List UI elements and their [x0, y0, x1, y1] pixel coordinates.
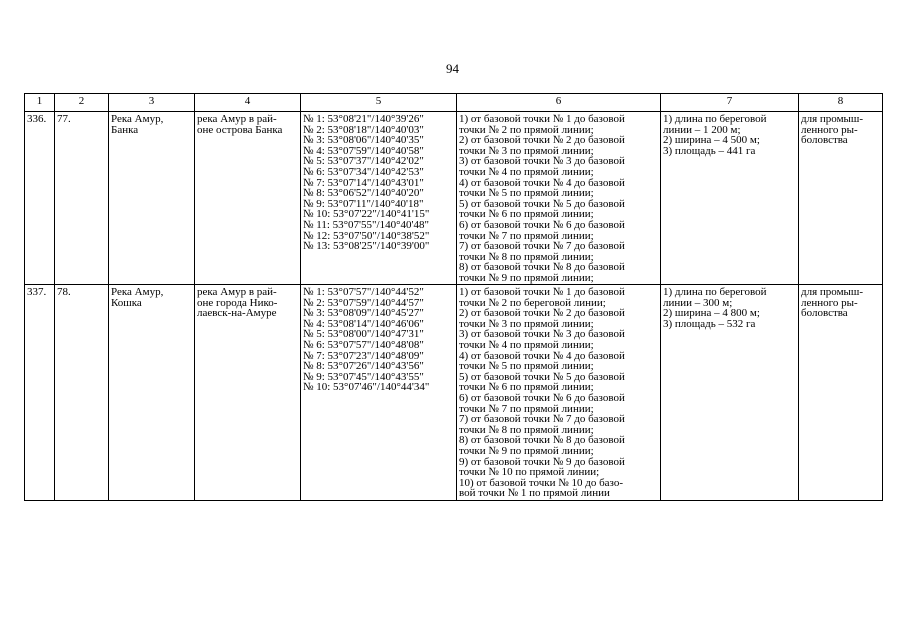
boundary-line: 8) от базовой точки № 8 до базовой	[459, 261, 625, 274]
boundary-line: 7) от базовой точки № 7 до базовой	[459, 413, 625, 426]
boundary-line: точки № 2 по прямой линии;	[459, 123, 594, 136]
location-line: река Амур в рай-	[197, 286, 277, 298]
boundary-line: 9) от базовой точки № 9 до базовой	[459, 455, 625, 468]
location-line: река Амур в рай-	[197, 113, 277, 125]
purpose-cell	[799, 112, 883, 285]
coordinate-line: № 3: 53°08'09"/140°45'27"	[303, 307, 424, 320]
column-header: 6	[457, 94, 661, 112]
boundary-line: 5) от базовой точки № 5 до базовой	[459, 197, 625, 210]
column-header: 1	[25, 94, 55, 112]
parameter-line: линии – 1 200 м;	[663, 123, 741, 136]
area-name-line: Кошка	[111, 296, 142, 309]
coordinate-line: № 2: 53°08'18"/140°40'03"	[303, 123, 424, 136]
coordinate-line: № 10: 53°07'46"/140°44'34"	[303, 381, 430, 394]
parameter-line: 2) ширина – 4 500 м;	[663, 134, 760, 147]
coordinate-line: № 4: 53°07'59"/140°40'58"	[303, 144, 424, 157]
coordinate-line: № 7: 53°07'23"/140°48'09"	[303, 349, 424, 362]
column-header: 8	[799, 94, 883, 112]
area-name-line: Река Амур,	[111, 113, 164, 125]
table-header-row	[25, 94, 883, 112]
boundary-line: 4) от базовой точки № 4 до базовой	[459, 349, 625, 362]
boundary-line: точки № 2 по береговой линии;	[459, 296, 606, 309]
parameter-line: 1) длина по береговой	[663, 113, 767, 125]
parameters-cell	[661, 112, 799, 285]
boundary-line: точки № 3 по прямой линии;	[459, 144, 594, 157]
coordinate-line: № 9: 53°07'11"/140°40'18"	[303, 197, 424, 210]
coordinate-line: № 5: 53°07'37"/140°42'02"	[303, 155, 424, 168]
row-number-cell	[25, 285, 55, 501]
area-number-cell	[55, 112, 109, 285]
coordinate-line: № 3: 53°08'06"/140°40'35"	[303, 134, 424, 147]
coordinate-line: № 10: 53°07'22"/140°41'15"	[303, 208, 430, 221]
boundary-line: точки № 7 по прямой линии;	[459, 229, 594, 242]
boundary-line: точки № 8 по прямой линии;	[459, 423, 594, 436]
boundary-line: 4) от базовой точки № 4 до базовой	[459, 176, 625, 189]
location-line: оне города Нико-	[197, 296, 278, 309]
coordinate-line: № 1: 53°07'57"/140°44'52"	[303, 286, 424, 298]
boundary-line: 6) от базовой точки № 6 до базовой	[459, 391, 625, 404]
location-cell	[195, 112, 301, 285]
parameters-cell	[661, 285, 799, 501]
boundary-line: 8) от базовой точки № 8 до базовой	[459, 434, 625, 447]
coordinate-line: № 13: 53°08'25"/140°39'00"	[303, 240, 430, 253]
boundary-line: 3) от базовой точки № 3 до базовой	[459, 328, 625, 341]
boundary-line: вой точки № 1 по прямой линии	[459, 487, 610, 500]
boundary-line: точки № 5 по прямой линии;	[459, 187, 594, 200]
purpose-line: ленного ры-	[801, 296, 858, 309]
column-header: 3	[109, 94, 195, 112]
coordinates-cell	[301, 112, 457, 285]
boundary-line: точки № 9 по прямой линии;	[459, 271, 594, 284]
boundary-line: точки № 7 по прямой линии;	[459, 402, 594, 415]
coordinate-line: № 6: 53°07'57"/140°48'08"	[303, 338, 424, 351]
row-number-cell	[25, 112, 55, 285]
area-name-cell	[109, 112, 195, 285]
area-number: 78.	[57, 286, 71, 298]
column-header: 4	[195, 94, 301, 112]
boundary-lines-cell	[457, 112, 661, 285]
row-number: 336.	[27, 113, 47, 125]
parameter-line: 3) площадь – 441 га	[663, 144, 756, 157]
boundary-line: 3) от базовой точки № 3 до базовой	[459, 155, 625, 168]
parameter-line: 3) площадь – 532 га	[663, 317, 756, 330]
coordinate-line: № 7: 53°07'14"/140°43'01"	[303, 176, 424, 189]
fishing-areas-table	[24, 93, 883, 501]
location-cell	[195, 285, 301, 501]
area-name-line: Река Амур,	[111, 286, 164, 298]
purpose-line: для промыш-	[801, 113, 864, 125]
coordinate-line: № 8: 53°07'26"/140°43'56"	[303, 360, 424, 373]
page-number: 94	[446, 61, 459, 76]
area-number: 77.	[57, 113, 71, 125]
purpose-cell	[799, 285, 883, 501]
purpose-line: для промыш-	[801, 286, 864, 298]
boundary-line: точки № 10 по прямой линии;	[459, 466, 600, 479]
column-header: 7	[661, 94, 799, 112]
boundary-line: 6) от базовой точки № 6 до базовой	[459, 218, 625, 231]
column-header: 2	[55, 94, 109, 112]
area-number-cell	[55, 285, 109, 501]
parameter-line: линии – 300 м;	[663, 296, 733, 309]
boundary-line: 10) от базовой точки № 10 до базо-	[459, 476, 623, 489]
coordinate-line: № 5: 53°08'00"/140°47'31"	[303, 328, 424, 341]
coordinate-line: № 1: 53°08'21"/140°39'26"	[303, 113, 424, 125]
boundary-line: точки № 9 по прямой линии;	[459, 444, 594, 457]
boundary-line: 1) от базовой точки № 1 до базовой	[459, 113, 625, 125]
purpose-line: боловства	[801, 307, 848, 320]
coordinate-line: № 4: 53°08'14"/140°46'06"	[303, 317, 424, 330]
boundary-line: 7) от базовой точки № 7 до базовой	[459, 240, 625, 253]
boundary-line: точки № 3 по прямой линии;	[459, 317, 594, 330]
row-number: 337.	[27, 286, 47, 298]
purpose-line: ленного ры-	[801, 123, 858, 136]
boundary-line: точки № 6 по прямой линии;	[459, 208, 594, 221]
column-header: 5	[301, 94, 457, 112]
boundary-line: точки № 6 по прямой линии;	[459, 381, 594, 394]
area-name-line: Банка	[111, 123, 139, 136]
purpose-line: боловства	[801, 134, 848, 147]
coordinate-line: № 9: 53°07'45"/140°43'55"	[303, 370, 424, 383]
location-line: лаевск-на-Амуре	[197, 307, 277, 320]
parameter-line: 2) ширина – 4 800 м;	[663, 307, 760, 320]
table-row	[25, 285, 883, 501]
boundary-line: точки № 4 по прямой линии;	[459, 338, 594, 351]
coordinate-line: № 6: 53°07'34"/140°42'53"	[303, 165, 424, 178]
boundary-line: точки № 8 по прямой линии;	[459, 250, 594, 263]
area-name-cell	[109, 285, 195, 501]
boundary-lines-cell	[457, 285, 661, 501]
coordinates-cell	[301, 285, 457, 501]
coordinate-line: № 12: 53°07'50"/140°38'52"	[303, 229, 430, 242]
boundary-line: 1) от базовой точки № 1 до базовой	[459, 286, 625, 298]
boundary-line: 2) от базовой точки № 2 до базовой	[459, 134, 625, 147]
boundary-line: точки № 5 по прямой линии;	[459, 360, 594, 373]
parameter-line: 1) длина по береговой	[663, 286, 767, 298]
location-line: оне острова Банка	[197, 123, 283, 136]
boundary-line: точки № 4 по прямой линии;	[459, 165, 594, 178]
boundary-line: 5) от базовой точки № 5 до базовой	[459, 370, 625, 383]
coordinate-line: № 11: 53°07'55"/140°40'48"	[303, 218, 429, 231]
coordinate-line: № 2: 53°07'59"/140°44'57"	[303, 296, 424, 309]
coordinate-line: № 8: 53°06'52"/140°40'20"	[303, 187, 424, 200]
boundary-line: 2) от базовой точки № 2 до базовой	[459, 307, 625, 320]
table-row	[25, 112, 883, 285]
